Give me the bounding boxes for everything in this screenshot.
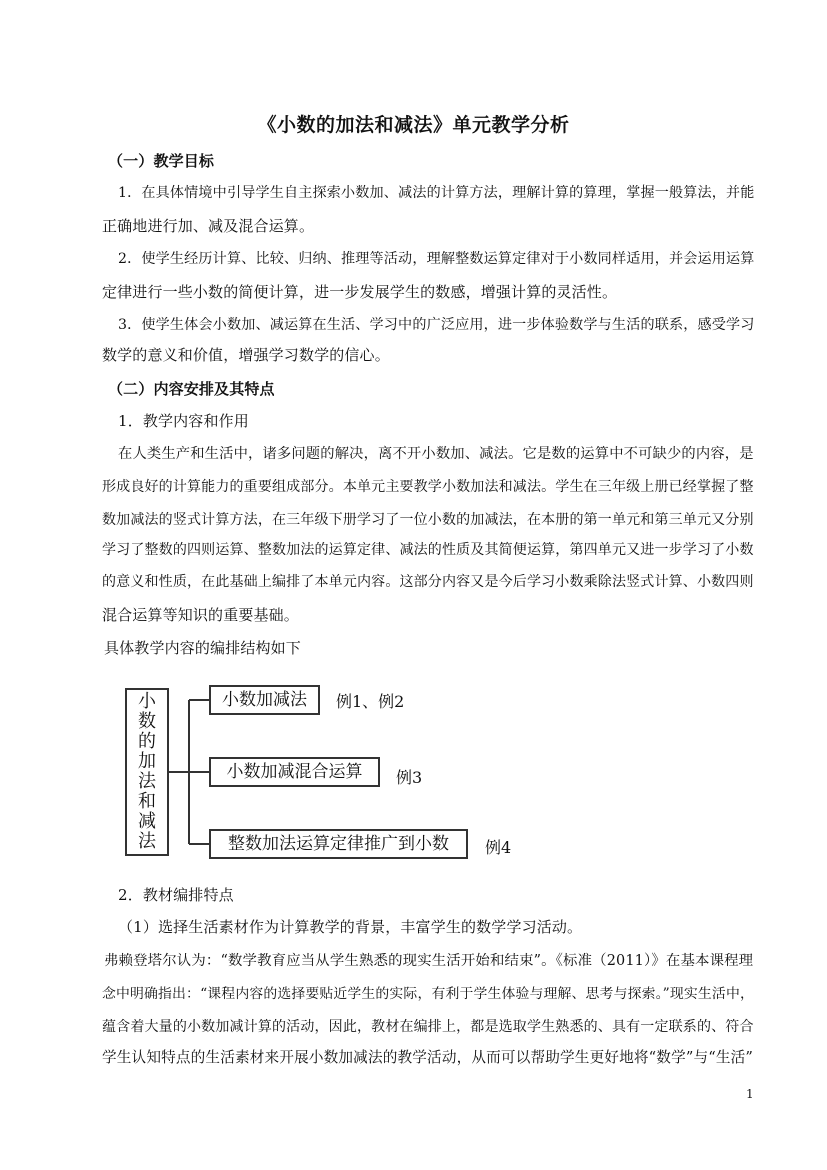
branch-box: 小数加减混合运算 bbox=[209, 757, 380, 787]
root-char: 减 bbox=[138, 811, 156, 832]
branch-box: 整数加法运算定律推广到小数 bbox=[209, 829, 468, 859]
root-char: 加 bbox=[138, 751, 156, 772]
paragraph-line: 弗赖登塔尔认为：“数学教育应当从学生熟悉的现实生活开始和结束”。《标准（2011）》在基本课程理 bbox=[104, 953, 754, 969]
paragraph-line: 蕴含着大量的小数加减计算的活动，因此，教材在编排上，都是选取学生熟悉的、具有一定联系的、符合 bbox=[102, 1019, 754, 1035]
subheading: 2．教材编排特点 bbox=[118, 886, 234, 904]
branch-example: 例3 bbox=[396, 768, 423, 787]
branch-example: 例4 bbox=[485, 838, 512, 857]
root-char: 数 bbox=[138, 711, 156, 732]
page-number: 1 bbox=[746, 1087, 754, 1101]
subheading: （1）选择生活素材作为计算教学的背景，丰富学生的数学学习活动。 bbox=[118, 918, 583, 936]
branch-example: 例1、例2 bbox=[336, 692, 405, 711]
paragraph-line: 3．使学生体会小数加、减运算在生活、学习中的广泛应用，进一步体验数学与生活的联系，感受学习 bbox=[118, 317, 755, 333]
paragraph-line: 形成良好的计算能力的重要组成部分。本单元主要教学小数加法和减法。学生在三年级上册已经掌握了整 bbox=[102, 479, 754, 495]
subheading: 1．教学内容和作用 bbox=[118, 412, 249, 430]
paragraph-line: 1．在具体情境中引导学生自主探索小数加、减法的计算方法，理解计算的算理，掌握一般算法，并能 bbox=[118, 185, 755, 201]
paragraph-line: 混合运算等知识的重要基础。 bbox=[102, 606, 299, 624]
paragraph-line: 学生认知特点的生活素材来开展小数加减法的教学活动，从而可以帮助学生更好地将“数学”与“生活” bbox=[102, 1049, 754, 1066]
document-title: 《小数的加法和减法》单元教学分析 bbox=[257, 114, 570, 136]
paragraph-line: 在人类生产和生活中，诸多问题的解决，离不开小数加、减法。它是数的运算中不可缺少的内容，是 bbox=[118, 446, 754, 462]
paragraph-line: 定律进行一些小数的简便计算，进一步发展学生的数感，增强计算的灵活性。 bbox=[102, 283, 618, 301]
root-char: 法 bbox=[138, 771, 156, 792]
root-char: 法 bbox=[138, 831, 156, 852]
branch-box: 小数加减法 bbox=[209, 685, 320, 715]
structure-diagram bbox=[118, 680, 538, 870]
root-box bbox=[125, 688, 169, 856]
section-heading-content: （二）内容安排及其特点 bbox=[108, 380, 275, 398]
root-char: 和 bbox=[138, 791, 156, 812]
paragraph-line: 数加减法的竖式计算方法，在三年级下册学习了一位小数的加减法，在本册的第一单元和第三单元又分别 bbox=[102, 512, 754, 528]
root-char: 小 bbox=[138, 691, 156, 712]
structure-intro: 具体教学内容的编排结构如下 bbox=[104, 639, 301, 657]
root-char: 的 bbox=[138, 731, 156, 752]
paragraph-line: 正确地进行加、减及混合运算。 bbox=[102, 217, 315, 235]
paragraph-line: 数学的意义和价值，增强学习数学的信心。 bbox=[102, 346, 390, 364]
paragraph-line: 学习了整数的四则运算、整数加法的运算定律、减法的性质及其简便运算，第四单元又进一步学习了小数 bbox=[102, 542, 754, 558]
paragraph-line: 念中明确指出：“课程内容的选择要贴近学生的实际，有利于学生体验与理解、思考与探索。”现实生活中， bbox=[102, 986, 754, 1002]
section-heading-goals: （一）教学目标 bbox=[108, 152, 215, 170]
paragraph-line: 的意义和性质，在此基础上编排了本单元内容。这部分内容又是今后学习小数乘除法竖式计算、小数四则 bbox=[102, 574, 754, 590]
paragraph-line: 2．使学生经历计算、比较、归纳、推理等活动，理解整数运算定律对于小数同样适用，并会运用运算 bbox=[118, 251, 755, 267]
